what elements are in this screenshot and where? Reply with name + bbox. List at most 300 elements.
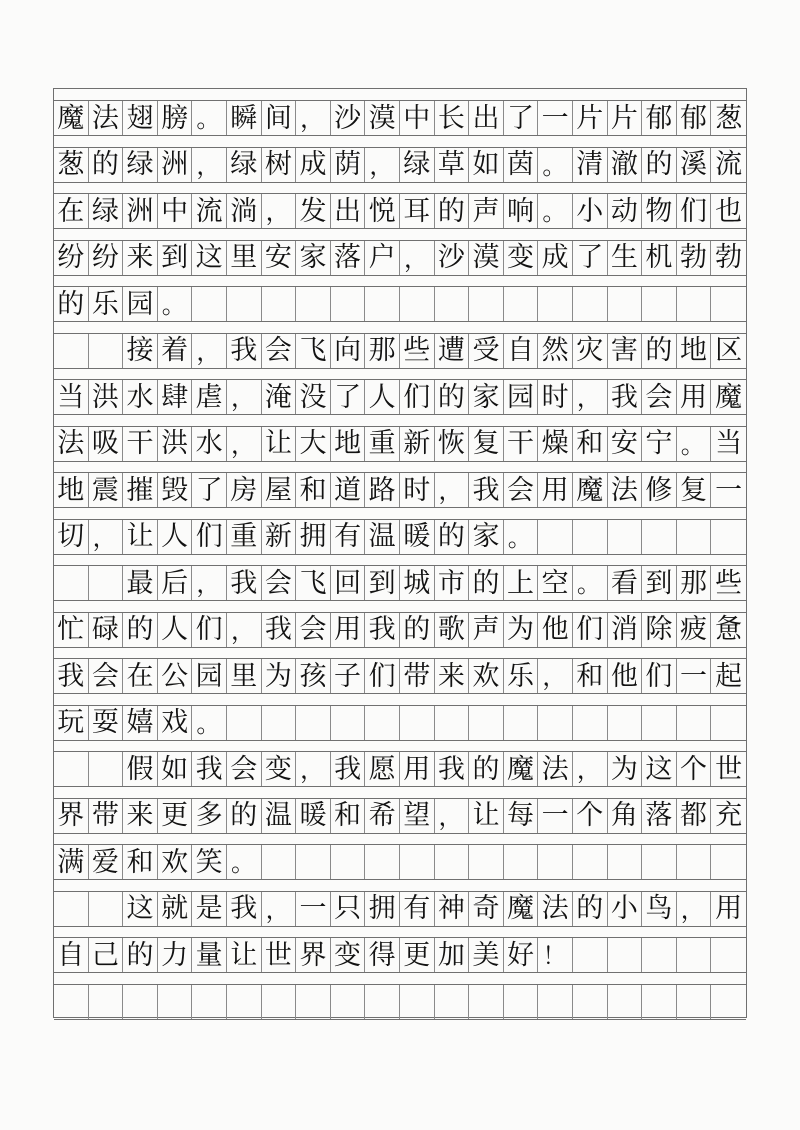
grid-cell [677, 985, 712, 1019]
grid-cell: 重 [227, 520, 262, 554]
grid-cell: 时 [400, 473, 435, 507]
grid-cell [89, 752, 124, 786]
grid-cell [435, 845, 470, 879]
grid-cell: 淹 [262, 380, 297, 414]
grid-cell [573, 845, 608, 879]
grid-cell: 法 [538, 892, 573, 926]
grid-cell: 清 [573, 148, 608, 182]
grid-cell: 力 [158, 938, 193, 972]
grid-cell: 只 [331, 892, 366, 926]
grid-cell: 葱 [54, 148, 89, 182]
grid-cell [608, 938, 643, 972]
grid-cell: 欢 [158, 845, 193, 879]
grid-cell: 家 [296, 241, 331, 275]
grid-cell: 纷 [54, 241, 89, 275]
grid-cell: 的 [573, 892, 608, 926]
grid-cell: 的 [435, 520, 470, 554]
grid-cell: 中 [400, 101, 435, 135]
grid-cell [158, 985, 193, 1019]
grid-cell: 当 [715, 428, 743, 459]
grid-cell: 人 [158, 613, 193, 647]
grid-cell: 为 [262, 659, 297, 693]
grid-cell: 个 [573, 799, 608, 833]
grid-cell: 燥 [538, 427, 573, 461]
grid-cell: 生 [608, 241, 643, 275]
grid-cell: 多 [192, 799, 227, 833]
grid-cell [573, 706, 608, 740]
grid-cell: 他 [608, 659, 643, 693]
grid-row [54, 565, 746, 601]
grid-cell: 害 [608, 334, 643, 368]
grid-cell: 了 [504, 101, 539, 135]
grid-cell: 孩 [296, 659, 331, 693]
grid-cell: 成 [296, 148, 331, 182]
grid-row [54, 612, 746, 648]
grid-cell [296, 706, 331, 740]
grid-cell: 有 [331, 520, 366, 554]
grid-cell: 量 [192, 938, 227, 972]
grid-cell: 带 [400, 659, 435, 693]
grid-cell: 我 [608, 380, 643, 414]
grid-cell: 都 [677, 799, 712, 833]
grid-cell [192, 287, 227, 321]
grid-cell: 如 [158, 752, 193, 786]
grid-cell: 法 [54, 427, 89, 461]
grid-cell: 里 [227, 241, 262, 275]
grid-cell: 笑 [192, 845, 227, 879]
grid-cell: 。 [538, 194, 573, 228]
grid-cell: 成 [538, 241, 573, 275]
grid-cell: 水 [123, 380, 158, 414]
composition-paper [53, 88, 747, 1018]
grid-cell: 会 [296, 613, 331, 647]
grid-cell: 得 [365, 938, 400, 972]
grid-cell: 这 [123, 892, 158, 926]
grid-cell [331, 845, 366, 879]
grid-cell: 我 [262, 613, 297, 647]
grid-cell [54, 892, 89, 926]
grid-cell: ， [262, 892, 297, 926]
grid-cell: 有 [400, 892, 435, 926]
grid-cell: 在 [54, 194, 89, 228]
grid-cell: 干 [504, 427, 539, 461]
grid-cell: 耳 [400, 194, 435, 228]
grid-cell: 自 [54, 938, 89, 972]
grid-cell: 安 [608, 427, 643, 461]
grid-cell: 爱 [89, 845, 124, 879]
grid-cell: 复 [677, 473, 712, 507]
grid-cell: 洪 [158, 427, 193, 461]
grid-cell: 带 [89, 799, 124, 833]
grid-cell: 路 [365, 473, 400, 507]
grid-cell: 消 [608, 613, 643, 647]
grid-cell: 让 [262, 427, 297, 461]
grid-cell: 看 [608, 566, 643, 600]
grid-cell: 飞 [296, 566, 331, 600]
grid-cell: 子 [331, 659, 366, 693]
grid-cell: 奇 [469, 892, 504, 926]
grid-cell: ！ [538, 938, 573, 972]
grid-cell [711, 985, 746, 1019]
grid-cell [573, 520, 608, 554]
grid-row [54, 519, 746, 555]
grid-cell: 来 [123, 241, 158, 275]
grid-cell: 来 [435, 659, 470, 693]
grid-cell [642, 706, 677, 740]
grid-cell: 。 [192, 101, 227, 135]
grid-cell: 。 [677, 427, 712, 461]
grid-cell: 淌 [227, 194, 262, 228]
grid-cell: 更 [158, 799, 193, 833]
grid-row [54, 240, 746, 276]
grid-cell: 一 [296, 892, 331, 926]
grid-cell [331, 985, 366, 1019]
grid-cell: 到 [365, 566, 400, 600]
grid-cell: 园 [504, 380, 539, 414]
grid-cell: 这 [642, 752, 677, 786]
grid-row [54, 286, 746, 322]
grid-cell: ， [227, 613, 262, 647]
grid-cell [400, 287, 435, 321]
grid-cell: 道 [331, 473, 366, 507]
grid-cell: 肆 [158, 380, 193, 414]
grid-cell: 出 [331, 194, 366, 228]
grid-cell [677, 706, 712, 740]
grid-cell: ， [192, 148, 227, 182]
grid-cell: 在 [123, 659, 158, 693]
grid-cell [469, 706, 504, 740]
grid-cell: 修 [642, 473, 677, 507]
grid-cell [711, 845, 746, 879]
grid-cell [262, 287, 297, 321]
grid-cell: 我 [192, 752, 227, 786]
grid-cell: 用 [538, 473, 573, 507]
grid-cell [504, 706, 539, 740]
grid-cell: 变 [504, 241, 539, 275]
grid-cell: 物 [642, 194, 677, 228]
grid-cell [711, 520, 746, 554]
grid-cell [296, 845, 331, 879]
grid-cell: 欢 [469, 659, 504, 693]
grid-cell: 碌 [89, 613, 124, 647]
grid-cell: 会 [642, 380, 677, 414]
grid-cell: 。 [538, 148, 573, 182]
grid-cell [608, 520, 643, 554]
grid-cell: 。 [573, 566, 608, 600]
grid-cell: 水 [192, 427, 227, 461]
grid-cell: 膀 [158, 101, 193, 135]
grid-row [54, 379, 746, 415]
grid-cell: 的 [227, 799, 262, 833]
grid-cell: 假 [123, 752, 158, 786]
grid-cell: 地 [54, 473, 89, 507]
grid-cell [538, 287, 573, 321]
grid-cell: 的 [469, 566, 504, 600]
grid-cell: 的 [642, 334, 677, 368]
grid-cell [435, 287, 470, 321]
grid-cell [573, 287, 608, 321]
grid-cell [89, 892, 124, 926]
grid-cell: 拥 [365, 892, 400, 926]
grid-cell: ， [435, 473, 470, 507]
grid-cell: 来 [123, 799, 158, 833]
grid-cell: 机 [642, 241, 677, 275]
grid-row [54, 751, 746, 787]
grid-cell: 些 [715, 567, 743, 599]
grid-cell: 一 [538, 101, 573, 135]
grid-cell [608, 845, 643, 879]
grid-cell [400, 845, 435, 879]
grid-cell: 的 [400, 613, 435, 647]
grid-cell: 吸 [89, 427, 124, 461]
grid-cell [365, 287, 400, 321]
grid-cell: 们 [642, 659, 677, 693]
grid-cell: 角 [608, 799, 643, 833]
grid-cell [400, 985, 435, 1019]
grid-cell [711, 287, 746, 321]
grid-cell: 和 [296, 473, 331, 507]
grid-cell: 上 [504, 566, 539, 600]
grid-cell: 用 [677, 380, 712, 414]
grid-cell: 空 [538, 566, 573, 600]
grid-cell: 法 [89, 101, 124, 135]
grid-cell [573, 938, 608, 972]
grid-cell [504, 985, 539, 1019]
grid-cell: 会 [89, 659, 124, 693]
grid-cell: 们 [192, 613, 227, 647]
grid-cell: 受 [469, 334, 504, 368]
grid-cell: 了 [192, 473, 227, 507]
grid-cell: 如 [469, 148, 504, 182]
grid-cell: 每 [504, 799, 539, 833]
grid-cell: 那 [677, 566, 712, 600]
grid-cell: 这 [192, 241, 227, 275]
grid-cell: 公 [158, 659, 193, 693]
grid-cell: 市 [435, 566, 470, 600]
grid-cell: 恢 [435, 427, 470, 461]
grid-cell [642, 287, 677, 321]
grid-cell [400, 706, 435, 740]
grid-cell [573, 985, 608, 1019]
grid-cell: ， [227, 427, 262, 461]
grid-cell: ， [365, 148, 400, 182]
grid-cell: 家 [469, 520, 504, 554]
grid-cell: 些 [400, 334, 435, 368]
grid-cell: 草 [435, 148, 470, 182]
grid-row [54, 658, 746, 694]
grid-cell [469, 287, 504, 321]
grid-cell: 。 [227, 845, 262, 879]
grid-cell: 会 [262, 566, 297, 600]
grid-cell: 家 [469, 380, 504, 414]
grid-cell: 魔 [504, 892, 539, 926]
grid-cell [365, 985, 400, 1019]
grid-cell [608, 706, 643, 740]
grid-cell: 忙 [54, 613, 89, 647]
grid-cell: 动 [608, 194, 643, 228]
grid-row [54, 100, 746, 136]
grid-cell [262, 985, 297, 1019]
grid-row [54, 333, 746, 369]
grid-cell [469, 985, 504, 1019]
grid-cell: 干 [123, 427, 158, 461]
grid-cell: ， [573, 380, 608, 414]
grid-cell: 小 [573, 194, 608, 228]
grid-cell: 我 [227, 566, 262, 600]
grid-cell: 美 [469, 938, 504, 972]
grid-cell: 鸟 [642, 892, 677, 926]
grid-cell: 悦 [365, 194, 400, 228]
grid-cell: 地 [677, 334, 712, 368]
grid-cell [538, 845, 573, 879]
grid-cell: ， [677, 892, 712, 926]
grid-row [54, 937, 746, 973]
grid-row [54, 984, 746, 1020]
grid-cell: 。 [158, 287, 193, 321]
grid-cell [227, 985, 262, 1019]
grid-cell: 我 [54, 659, 89, 693]
grid-cell: 新 [262, 520, 297, 554]
grid-cell: 郁 [642, 101, 677, 135]
grid-cell: 暖 [400, 520, 435, 554]
grid-cell [262, 845, 297, 879]
grid-cell [54, 752, 89, 786]
grid-cell: 会 [504, 473, 539, 507]
grid-cell: 魔 [54, 101, 89, 135]
grid-cell: 新 [400, 427, 435, 461]
grid-cell: 歌 [435, 613, 470, 647]
grid-cell: 那 [365, 334, 400, 368]
grid-cell [365, 706, 400, 740]
grid-cell: ， [262, 194, 297, 228]
grid-cell [54, 566, 89, 600]
grid-cell: 毁 [158, 473, 193, 507]
grid-cell: 我 [227, 892, 262, 926]
grid-cell: 法 [608, 473, 643, 507]
grid-cell: 瞬 [227, 101, 262, 135]
grid-cell: 重 [365, 427, 400, 461]
grid-cell: 世 [715, 753, 743, 785]
grid-cell: 充 [715, 800, 743, 831]
grid-cell: 疲 [677, 613, 712, 647]
grid-cell: 遭 [435, 334, 470, 368]
grid-cell: 漠 [469, 241, 504, 275]
grid-cell: 声 [469, 194, 504, 228]
grid-cell: 洪 [89, 380, 124, 414]
grid-cell: 一 [715, 474, 743, 506]
grid-cell: 复 [469, 427, 504, 461]
grid-cell: 拥 [296, 520, 331, 554]
grid-cell [642, 845, 677, 879]
grid-cell: 绿 [89, 194, 124, 228]
grid-cell: 流 [715, 149, 743, 180]
grid-cell: 们 [400, 380, 435, 414]
grid-cell: 里 [227, 659, 262, 693]
grid-cell: 个 [677, 752, 712, 786]
grid-cell: 界 [296, 938, 331, 972]
grid-cell: 然 [538, 334, 573, 368]
grid-cell: 房 [227, 473, 262, 507]
grid-cell: 灾 [573, 334, 608, 368]
grid-cell: 玩 [54, 706, 89, 740]
grid-cell [677, 845, 712, 879]
grid-cell [608, 287, 643, 321]
grid-cell: 会 [227, 752, 262, 786]
grid-cell: 的 [54, 287, 89, 321]
grid-cell: 我 [331, 752, 366, 786]
grid-cell: 园 [192, 659, 227, 693]
grid-cell: 流 [192, 194, 227, 228]
grid-cell: 除 [642, 613, 677, 647]
grid-cell: ， [192, 334, 227, 368]
grid-cell [296, 287, 331, 321]
grid-cell: 绿 [123, 148, 158, 182]
grid-cell: 加 [435, 938, 470, 972]
grid-cell [227, 706, 262, 740]
grid-cell: 勃 [677, 241, 712, 275]
grid-cell: 时 [538, 380, 573, 414]
grid-cell: 们 [677, 194, 712, 228]
grid-cell: 间 [262, 101, 297, 135]
grid-cell: 用 [715, 893, 743, 924]
grid-cell: 声 [469, 613, 504, 647]
grid-cell: 们 [573, 613, 608, 647]
grid-cell: 用 [331, 613, 366, 647]
grid-cell [642, 985, 677, 1019]
grid-cell: 当 [54, 380, 89, 414]
grid-cell: 让 [227, 938, 262, 972]
grid-cell: 的 [435, 380, 470, 414]
grid-cell [123, 985, 158, 1019]
grid-cell: 让 [123, 520, 158, 554]
grid-cell: 他 [538, 613, 573, 647]
grid-cell: 到 [158, 241, 193, 275]
grid-cell [331, 287, 366, 321]
grid-cell: 摧 [123, 473, 158, 507]
grid-cell: 的 [89, 148, 124, 182]
grid-row [54, 193, 746, 229]
grid-cell: 法 [538, 752, 573, 786]
grid-cell: 乐 [89, 287, 124, 321]
grid-cell: 震 [89, 473, 124, 507]
grid-cell: 为 [504, 613, 539, 647]
grid-cell: 的 [123, 613, 158, 647]
grid-cell: ， [400, 241, 435, 275]
grid-cell: 郁 [677, 101, 712, 135]
grid-cell: 发 [296, 194, 331, 228]
grid-cell: ， [296, 752, 331, 786]
grid-cell: ， [227, 380, 262, 414]
grid-cell [192, 985, 227, 1019]
grid-cell: 片 [573, 101, 608, 135]
grid-row [54, 844, 746, 880]
grid-cell: 城 [400, 566, 435, 600]
grid-cell: ， [435, 799, 470, 833]
grid-cell: 沙 [435, 241, 470, 275]
grid-cell [262, 706, 297, 740]
grid-cell [677, 287, 712, 321]
grid-cell: 和 [123, 845, 158, 879]
grid-cell: ， [192, 566, 227, 600]
grid-cell: 区 [715, 335, 743, 366]
grid-row [54, 891, 746, 927]
grid-cell: 会 [262, 334, 297, 368]
grid-cell: 虐 [192, 380, 227, 414]
grid-cell [89, 334, 124, 368]
grid-cell: 树 [262, 148, 297, 182]
grid-cell: 戏 [158, 706, 193, 740]
grid-cell: 中 [158, 194, 193, 228]
